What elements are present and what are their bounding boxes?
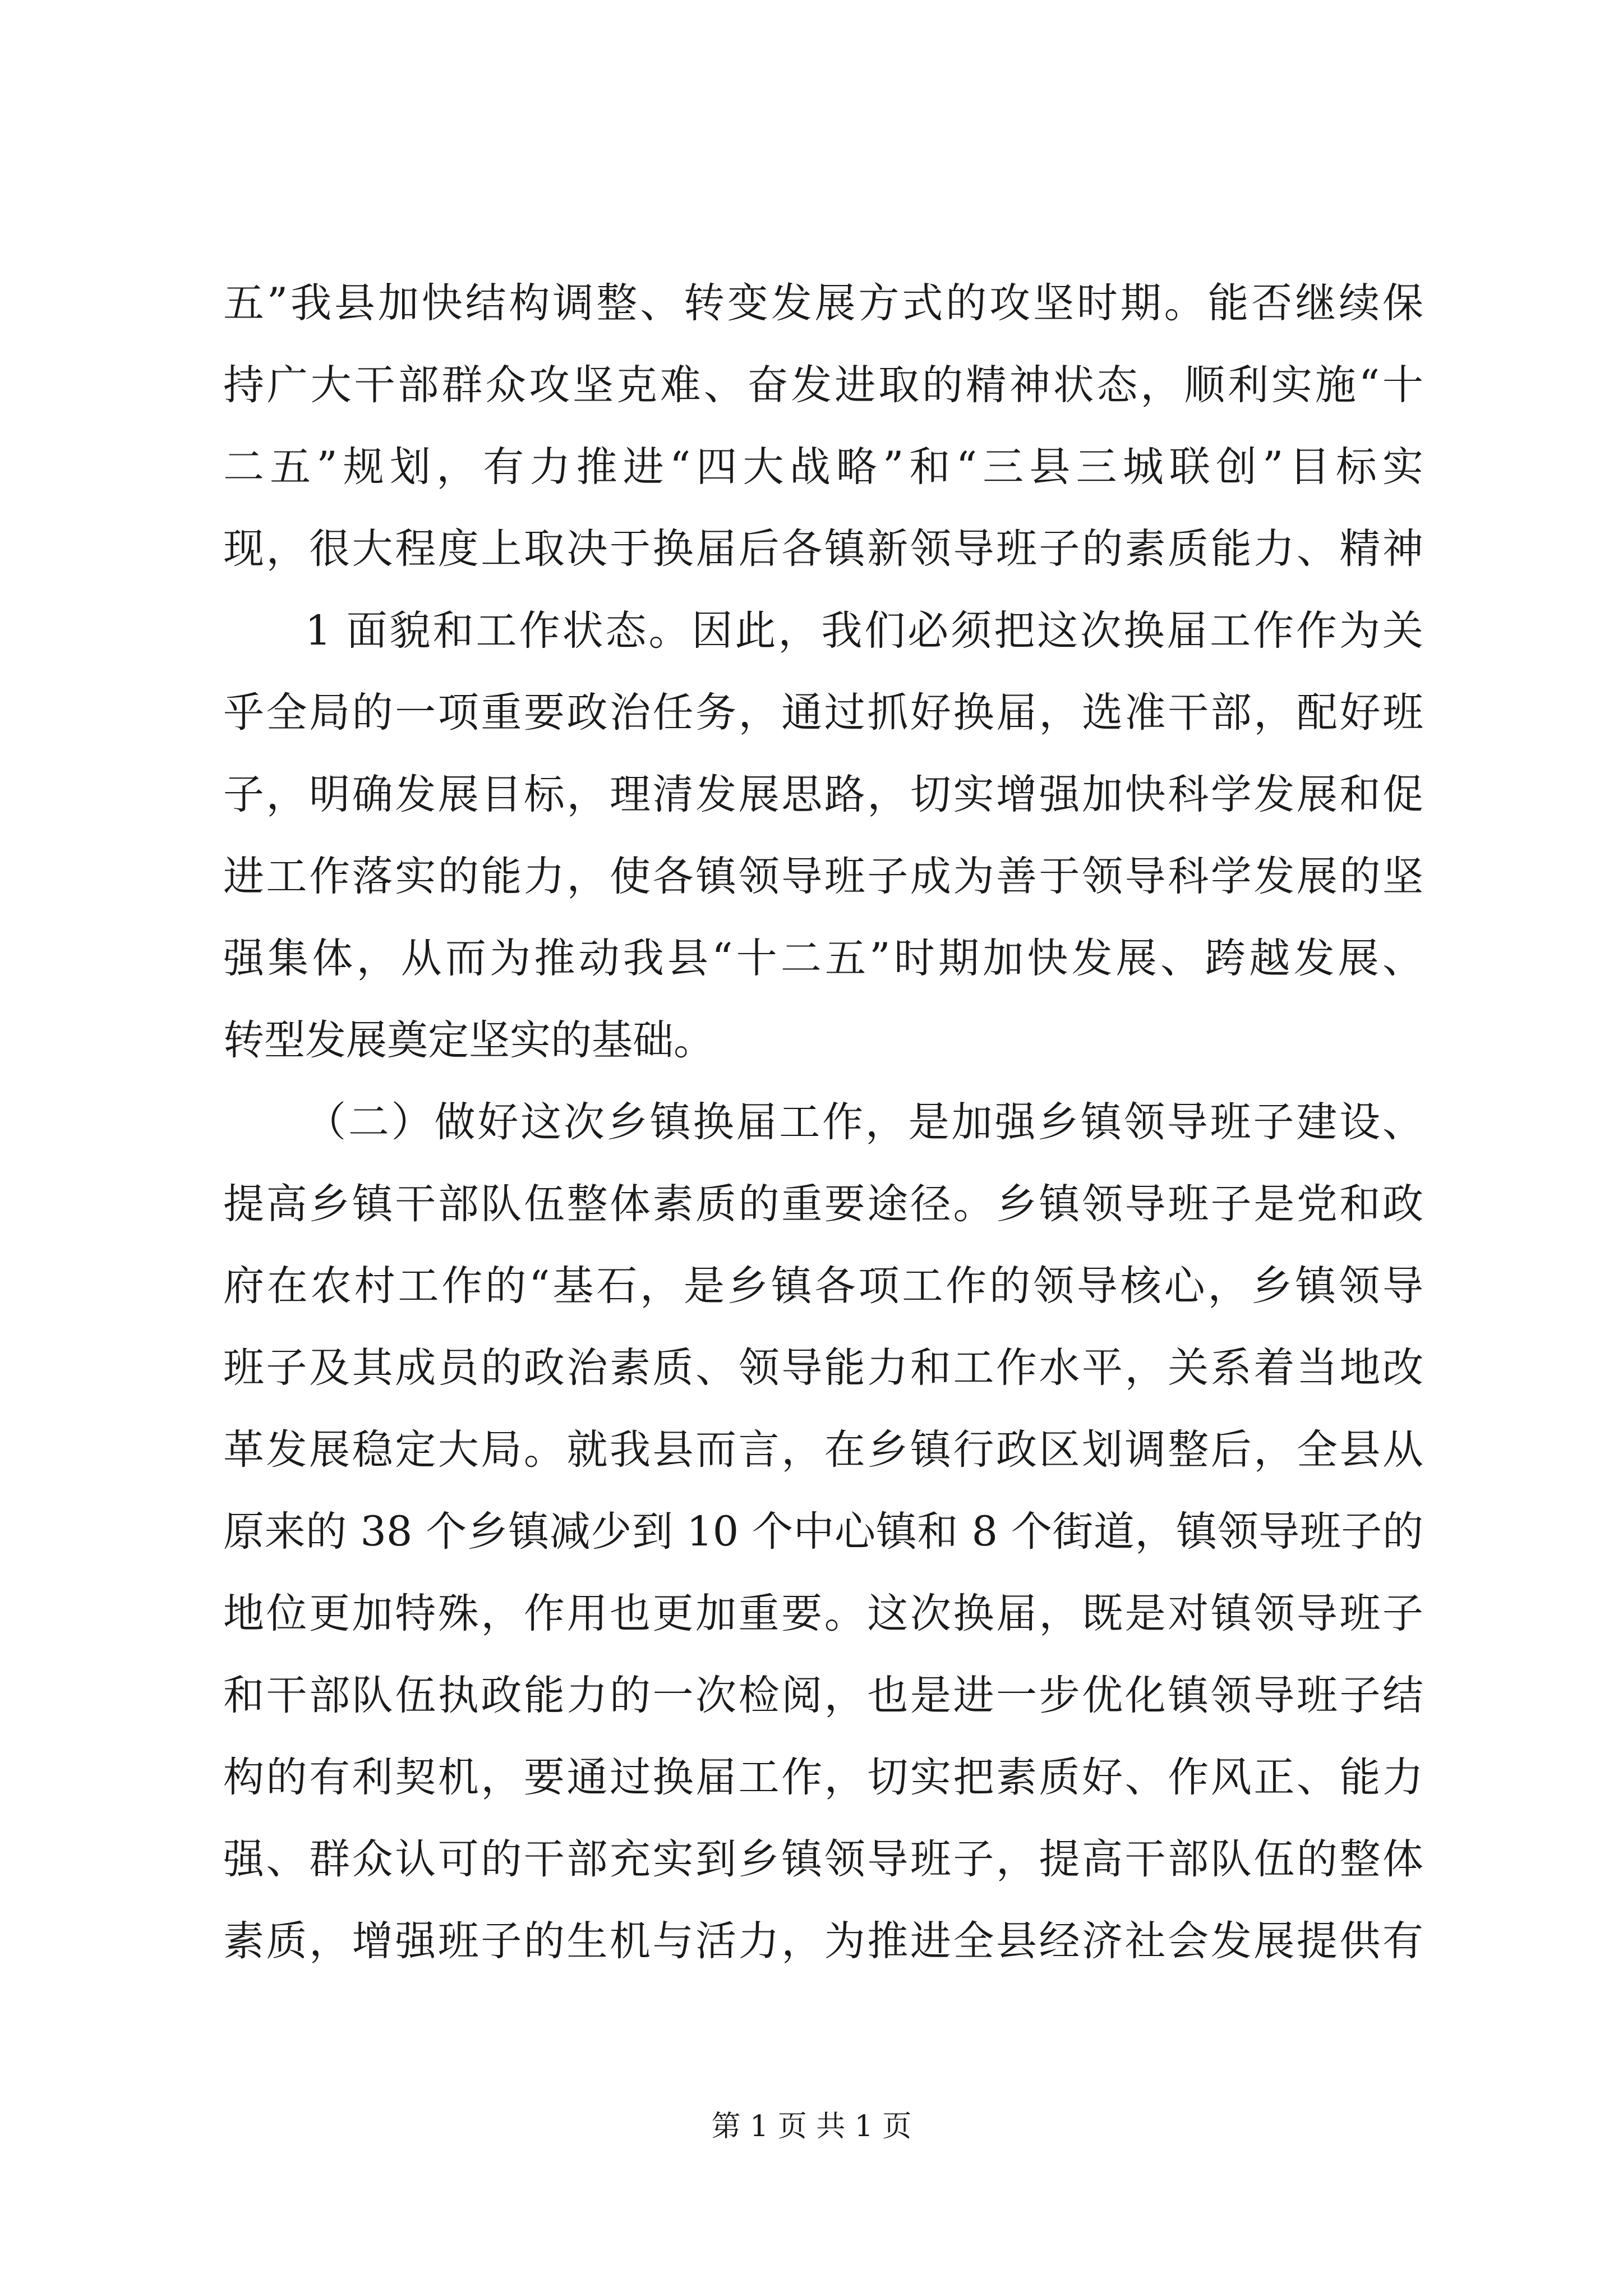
text-line: 乎全局的一项重要政治任务，通过抓好换届，选准干部，配好班 bbox=[223, 689, 1423, 737]
text-line: 构的有利契机，要通过换届工作，切实把素质好、作风正、能力 bbox=[223, 1754, 1423, 1801]
text-line: 1 面貌和工作状态。因此，我们必须把这次换届工作作为关 bbox=[305, 607, 1423, 655]
text-line: 五”我县加快结构调整、转变发展方式的攻坚时期。能否继续保 bbox=[223, 279, 1423, 327]
text-line: 和干部队伍执政能力的一次检阅，也是进一步优化镇领导班子结 bbox=[223, 1672, 1423, 1719]
text-line: 现，很大程度上取决于换届后各镇新领导班子的素质能力、精神 bbox=[223, 525, 1423, 573]
text-line: 子，明确发展目标，理清发展思路，切实增强加快科学发展和促 bbox=[223, 771, 1423, 818]
text-line: 班子及其成员的政治素质、领导能力和工作水平，关系着当地改 bbox=[223, 1344, 1423, 1392]
body-text bbox=[223, 263, 1423, 1982]
text-line: 革发展稳定大局。就我县而言，在乡镇行政区划调整后，全县从 bbox=[223, 1426, 1423, 1474]
text-line: 转型发展奠定坚实的基础。 bbox=[223, 1016, 714, 1064]
text-line: 地位更加特殊，作用也更加重要。这次换届，既是对镇领导班子 bbox=[223, 1590, 1423, 1637]
text-line: 强集体，从而为推动我县“十二五”时期加快发展、跨越发展、 bbox=[223, 935, 1423, 982]
text-line: 素质，增强班子的生机与活力，为推进全县经济社会发展提供有 bbox=[223, 1917, 1423, 1965]
text-line: 持广大干部群众攻坚克难、奋发进取的精神状态，顺利实施“十 bbox=[223, 361, 1423, 409]
text-line: 原来的 38 个乡镇减少到 10 个中心镇和 8 个街道，镇领导班子的 bbox=[223, 1508, 1423, 1556]
text-line: 进工作落实的能力，使各镇领导班子成为善于领导科学发展的坚 bbox=[223, 853, 1423, 900]
text-line: 提高乡镇干部队伍整体素质的重要途径。乡镇领导班子是党和政 bbox=[223, 1180, 1423, 1228]
page-number-footer: 第 1 页 共 1 页 bbox=[711, 2110, 912, 2143]
text-line: （二）做好这次乡镇换届工作，是加强乡镇领导班子建设、 bbox=[305, 1098, 1423, 1146]
text-line: 强、群众认可的干部充实到乡镇领导班子，提高干部队伍的整体 bbox=[223, 1835, 1423, 1883]
text-line: 二五”规划，有力推进“四大战略”和“三县三城联创”目标实 bbox=[223, 443, 1423, 491]
text-line: 府在农村工作的“基石，是乡镇各项工作的领导核心，乡镇领导 bbox=[223, 1262, 1423, 1310]
